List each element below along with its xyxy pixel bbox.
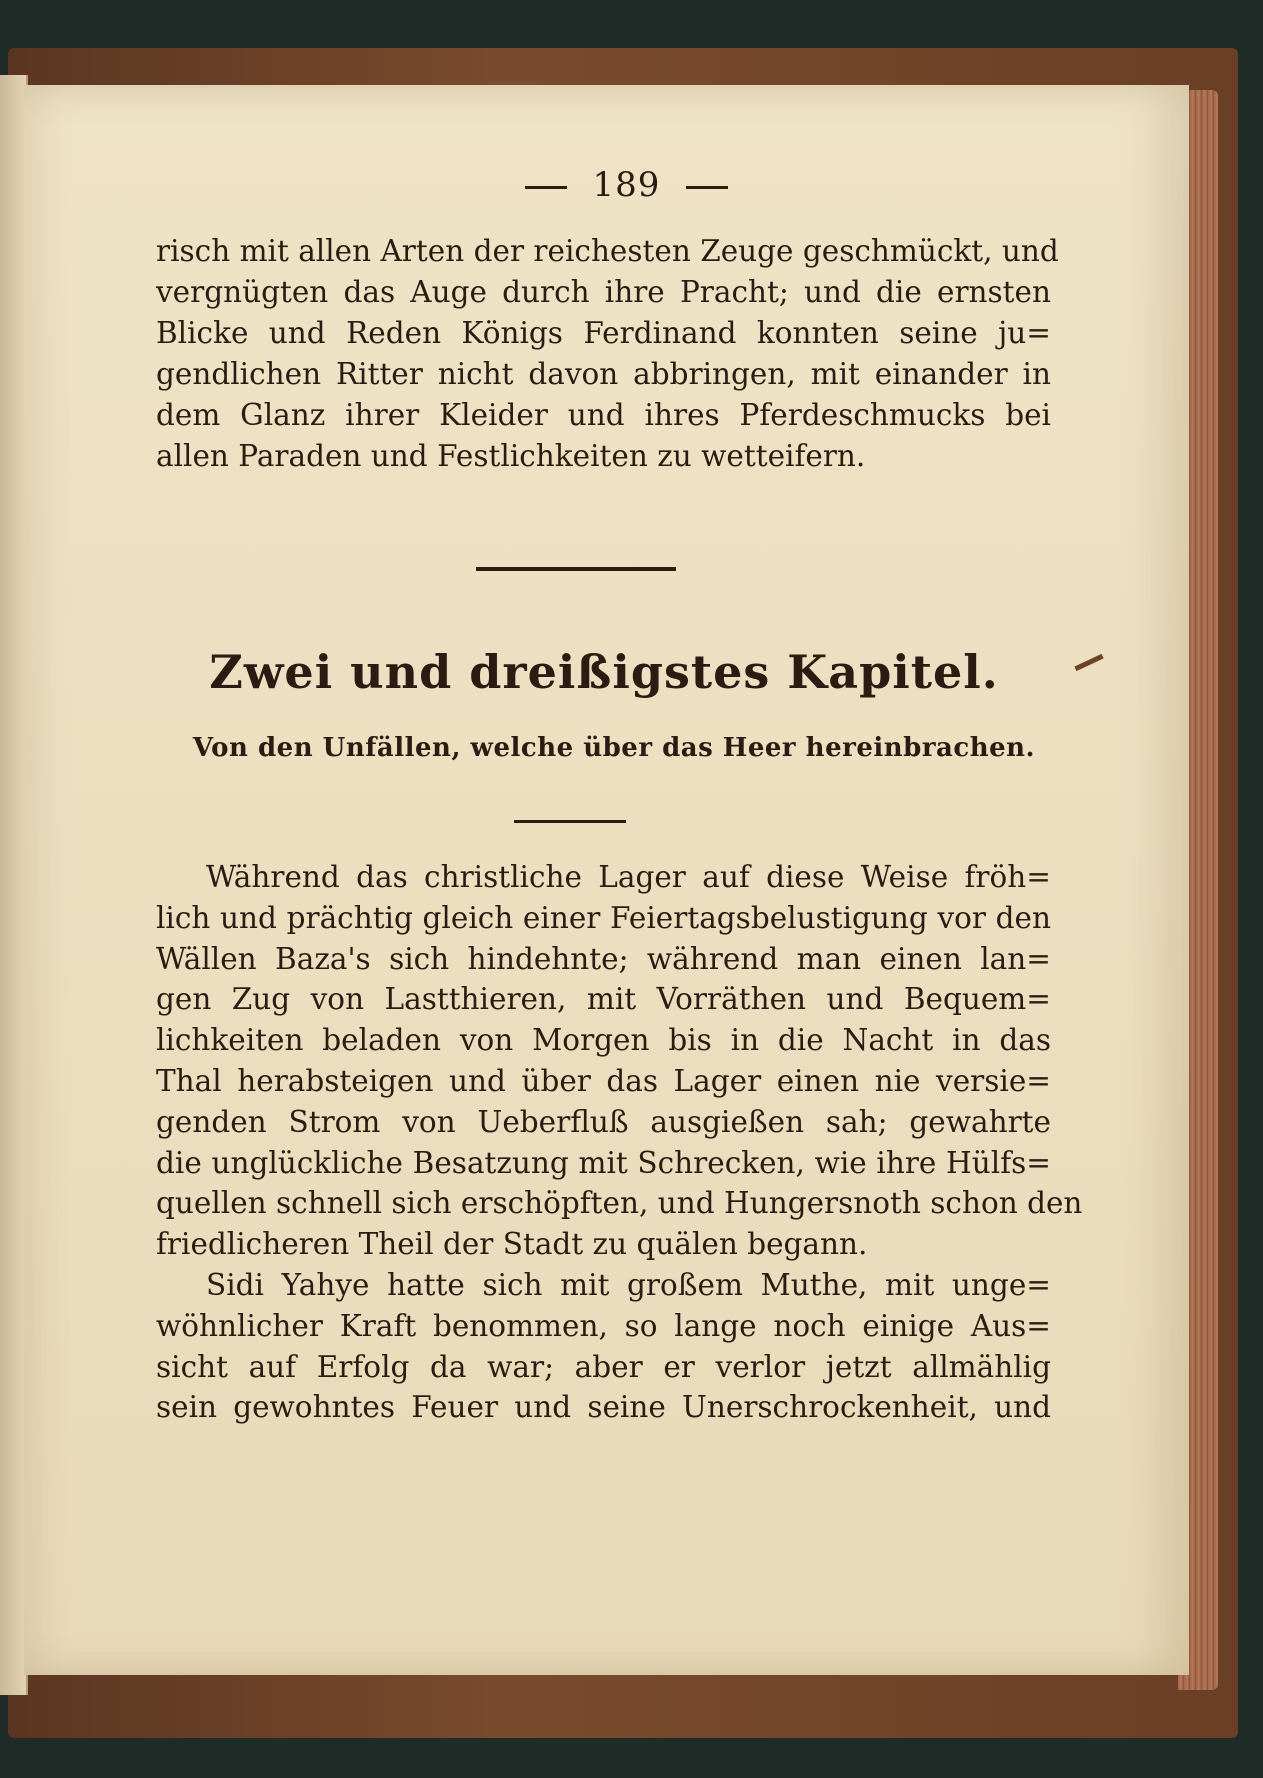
text-line: sein gewohntes Feuer und seine Unerschrockenheit, und xyxy=(156,1390,1051,1425)
book-page xyxy=(24,85,1189,1675)
text-line: dem Glanz ihrer Kleider und ihres Pferdeschmucks bei xyxy=(156,398,1051,432)
text-line: genden Strom von Ueberfluß ausgießen sah; gewahrte xyxy=(156,1104,1051,1139)
text-line: Thal herabsteigen und über das Lager einen nie versie= xyxy=(156,1063,1051,1098)
text-line: sicht auf Erfolg da war; aber er verlor jetzt allmählig xyxy=(156,1349,1051,1384)
text-line: gendlichen Ritter nicht davon abbringen, mit einander in xyxy=(156,357,1051,391)
text-line: gen Zug von Lastthieren, mit Vorräthen und Bequem= xyxy=(156,982,1051,1017)
subtitle-divider xyxy=(514,820,626,823)
text-line: Sidi Yahye hatte sich mit großem Muthe, mit unge= xyxy=(206,1267,1051,1302)
text-line: lich und prächtig gleich einer Feiertagsbelustigung vor den xyxy=(156,900,1051,935)
text-line: Blicke und Reden Königs Ferdinand konnten seine ju= xyxy=(156,316,1051,350)
text-line: vergnügten das Auge durch ihre Pracht; und die ernsten xyxy=(156,275,1051,309)
text-line: risch mit allen Arten der reichesten Zeuge geschmückt, und xyxy=(156,234,1059,268)
chapter-subtitle: Von den Unfällen, welche über das Heer hereinbrachen. xyxy=(192,733,1036,763)
text-line: Während das christliche Lager auf diese Weise fröh= xyxy=(206,860,1051,894)
text-line: quellen schnell sich erschöpften, und Hungersnoth schon den xyxy=(156,1186,1083,1221)
header-dash-left xyxy=(525,186,567,189)
text-line: Wällen Baza's sich hindehnte; während man einen lan= xyxy=(156,941,1051,976)
page-header xyxy=(24,165,1189,205)
text-line: friedlicheren Theil der Stadt zu quälen begann. xyxy=(156,1227,868,1262)
page-number: 189 xyxy=(592,165,661,205)
text-line: die unglückliche Besatzung mit Schrecken, wie ihre Hülfs= xyxy=(156,1145,1051,1180)
chapter-title: Zwei und dreißigstes Kapitel. xyxy=(209,645,999,699)
section-divider xyxy=(476,567,676,571)
text-line: lichkeiten beladen von Morgen bis in die Nacht in das xyxy=(156,1023,1051,1058)
header-dash-right xyxy=(686,186,728,189)
text-line: wöhnlicher Kraft benommen, so lange noch einige Aus= xyxy=(156,1308,1051,1343)
ink-stain xyxy=(1074,654,1103,671)
top-paragraph xyxy=(156,231,1059,477)
body-text xyxy=(156,857,1083,1428)
text-line: allen Paraden und Festlichkeiten zu wetteifern. xyxy=(156,439,866,473)
